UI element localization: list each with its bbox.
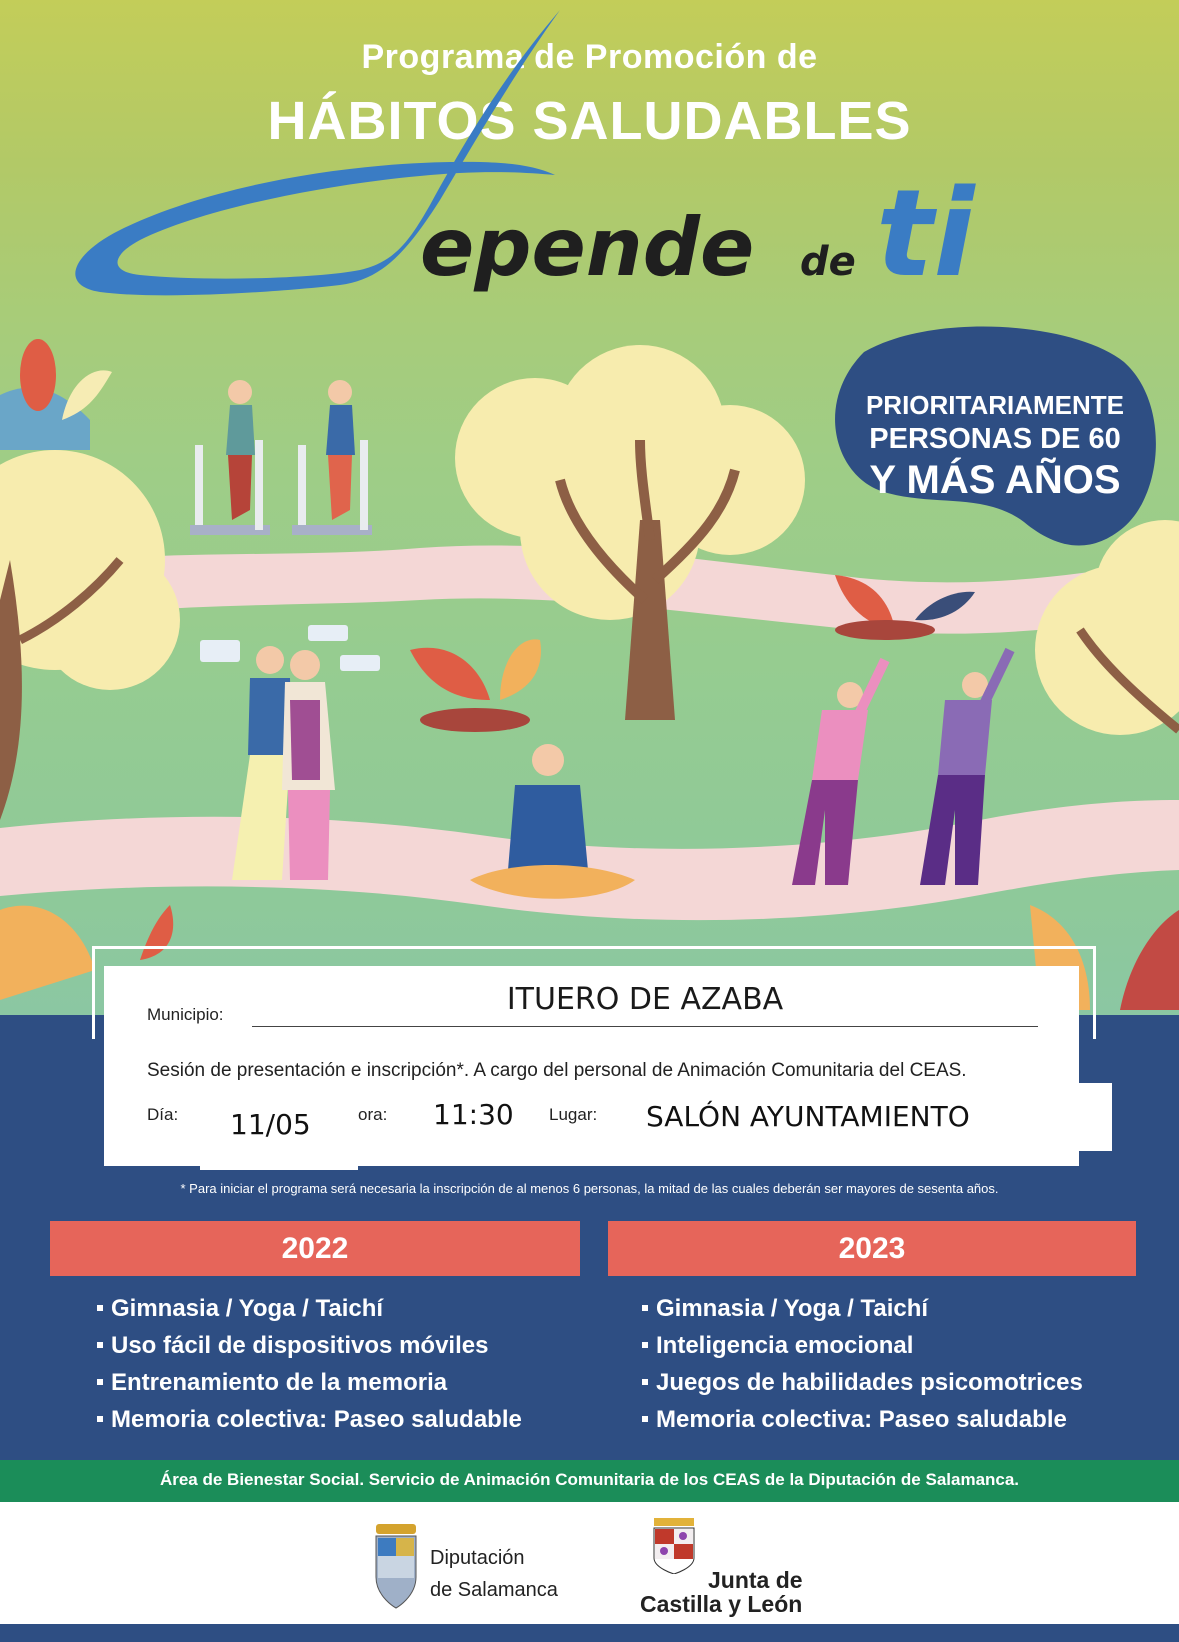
- hora-value: 11:30: [433, 1098, 514, 1131]
- soil-mound: [420, 708, 530, 732]
- activities-list-2022: [97, 1290, 522, 1438]
- municipio-value: ITUERO DE AZABA: [506, 982, 784, 1017]
- bottom-strip: [0, 1624, 1179, 1642]
- leaf-icon: [62, 370, 112, 420]
- diputacion-shield-icon: [372, 1522, 420, 1612]
- logo-word-epende: epende: [420, 201, 755, 294]
- form-patch: [200, 1150, 358, 1170]
- activity-label: Uso fácil de dispositivos móviles: [111, 1332, 489, 1359]
- priority-line1: PRIORITARIAMENTE: [865, 390, 1125, 420]
- priority-line3: Y MÁS AÑOS: [869, 458, 1121, 502]
- municipio-underline: [252, 1026, 1038, 1027]
- activity-label: Gimnasia / Yoga / Taichí: [656, 1295, 929, 1322]
- list-item: [97, 1364, 522, 1401]
- hora-label: ora:: [358, 1105, 388, 1124]
- junta-line1: Junta de: [708, 1567, 803, 1593]
- list-item: [642, 1401, 1083, 1438]
- lugar-value: SALÓN AYUNTAMIENTO: [646, 1100, 970, 1133]
- dia-value: 11/05: [230, 1108, 311, 1141]
- list-item: [642, 1364, 1083, 1401]
- year-header-2022: 2022: [50, 1221, 580, 1276]
- junta-line2: Castilla y León: [640, 1591, 803, 1617]
- logos-area: [0, 1502, 1179, 1624]
- program-title-line1: Programa de Promoción de: [361, 38, 818, 76]
- list-item: [642, 1290, 1083, 1327]
- list-item: [642, 1327, 1083, 1364]
- soil-mound: [835, 620, 935, 640]
- activity-label: Memoria colectiva: Paseo saludable: [111, 1406, 522, 1433]
- diputacion-name: [430, 1542, 558, 1606]
- bullet-icon: [97, 1379, 103, 1385]
- diputacion-line1: Diputación: [430, 1547, 525, 1569]
- depende-de-ti-logo: [0, 0, 1179, 320]
- activity-label: Inteligencia emocional: [656, 1332, 914, 1359]
- year-header-2023: 2023: [608, 1221, 1136, 1276]
- leaf-icon: [410, 648, 490, 700]
- priority-text: [860, 390, 1130, 503]
- footnote: * Para iniciar el programa será necesaria la inscripción de al menos 6 personas, la mitad de las cuales deberán ser mayores de sesenta años.: [180, 1181, 999, 1196]
- logo-word-ti: ti: [876, 165, 975, 304]
- municipio-label: Municipio:: [147, 1005, 224, 1024]
- diputacion-line2: de Salamanca: [430, 1579, 558, 1601]
- person-elliptical: [190, 380, 270, 535]
- activity-label: Memoria colectiva: Paseo saludable: [656, 1406, 1067, 1433]
- form-patch: [1040, 1083, 1112, 1151]
- logo-word-de: de: [800, 239, 856, 285]
- bullet-icon: [97, 1416, 103, 1422]
- lugar-label: Lugar:: [549, 1105, 598, 1124]
- leaf-icon: [500, 639, 541, 700]
- activity-label: Juegos de habilidades psicomotrices: [656, 1369, 1083, 1396]
- program-title-line2: HÁBITOS SALUDABLES: [267, 91, 912, 151]
- activity-label: Entrenamiento de la memoria: [111, 1369, 448, 1396]
- session-text: Sesión de presentación e inscripción*. A cargo del personal de Animación Comunitaria del CEAS.: [147, 1060, 967, 1081]
- leaf-icon: [1120, 910, 1179, 1010]
- castilla-leon-crest-icon: [650, 1518, 698, 1574]
- credit-text: Área de Bienestar Social. Servicio de Animación Comunitaria de los CEAS de la Diputación de Salamanca.: [159, 1470, 1020, 1489]
- priority-line2: PERSONAS DE 60: [869, 423, 1121, 455]
- dia-label: Día:: [147, 1105, 179, 1124]
- list-item: [97, 1327, 522, 1364]
- leaf-icon: [20, 339, 56, 411]
- bullet-icon: [642, 1416, 648, 1422]
- tree-crown: [520, 440, 700, 620]
- junta-name: [640, 1568, 803, 1616]
- bullet-icon: [97, 1305, 103, 1311]
- bullet-icon: [642, 1342, 648, 1348]
- list-item: [97, 1290, 522, 1327]
- bullet-icon: [642, 1379, 648, 1385]
- leaf-icon: [0, 906, 95, 1000]
- bullet-icon: [97, 1342, 103, 1348]
- list-item: [97, 1401, 522, 1438]
- person-elliptical: [292, 380, 372, 535]
- activity-label: Gimnasia / Yoga / Taichí: [111, 1295, 384, 1322]
- bullet-icon: [642, 1305, 648, 1311]
- activities-list-2023: [642, 1290, 1083, 1438]
- person-meditating: [470, 744, 635, 899]
- path-lower: [0, 800, 1179, 920]
